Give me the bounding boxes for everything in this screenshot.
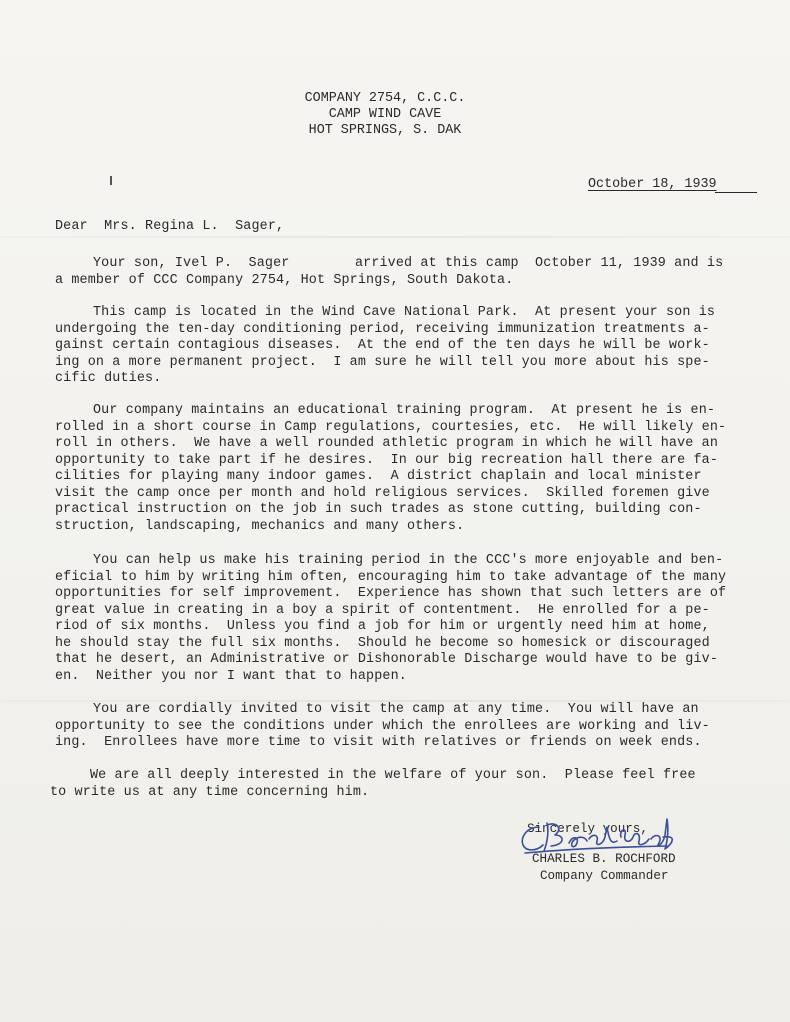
letterhead-line-1: COMPANY 2754, C.C.C. [304, 91, 466, 106]
paragraph-line: eficial to him by writing him often, encouraging him to take advantage of the many [55, 570, 727, 585]
paragraph-line: opportunities for self improvement. Experience has shown that such letters are of [55, 586, 727, 601]
handwritten-signature [517, 813, 687, 859]
paragraph-line: practical instruction on the job in such trades as stone cutting, building con- [55, 502, 702, 517]
date-underline [715, 192, 757, 193]
paragraph-line: cilities for playing many indoor games. A district chaplain and local minister [55, 469, 702, 484]
signature-stroke [589, 827, 617, 844]
paragraph-line: en. Neither you nor I want that to happen. [55, 669, 407, 684]
paragraph-line: that he desert, an Administrative or Dishonorable Discharge would have to be giv- [55, 652, 719, 667]
paragraph-line: to write us at any time concerning him. [50, 785, 370, 800]
signer-title: Company Commander [540, 869, 669, 883]
paragraph-line: roll in others. We have a well rounded athletic program in which he will have an [55, 436, 719, 451]
paragraph-line: great value in creating in a boy a spirit of contentment. He enrolled for a pe- [55, 603, 710, 618]
letterhead-line-3: HOT SPRINGS, S. DAK [308, 123, 462, 138]
paragraph-line: opportunity to see the conditions under which the enrollees are working and liv- [55, 719, 710, 734]
paragraph-line: undergoing the ten-day conditioning period, receiving immunization treatments a- [55, 322, 710, 337]
paragraph-line: opportunity to take part if he desires. In our big recreation hall there are fa- [55, 453, 719, 468]
paragraph-line: This camp is located in the Wind Cave National Park. At present your son is [93, 305, 716, 320]
paragraph-line: You can help us make his training period in the CCC's more enjoyable and ben- [93, 553, 724, 568]
paragraph-line: ing on a more permanent project. I am sure he will tell you more about his spe- [55, 355, 710, 370]
letterhead-line-2: CAMP WIND CAVE [328, 107, 442, 122]
signature-stroke [569, 837, 587, 846]
type-mark [110, 176, 112, 185]
paragraph-line: a member of CCC Company 2754, Hot Springs, South Dakota. [55, 273, 514, 288]
signature-stroke [651, 819, 672, 849]
paragraph-line: Our company maintains an educational training program. At present he is en- [93, 403, 716, 418]
paragraph-line: gainst certain contagious diseases. At the end of the ten days he will be work- [55, 338, 710, 353]
paragraph-line: cific duties. [55, 371, 162, 386]
paragraph-line: riod of six months. Unless you find a job for him or urgently need him at home, [55, 619, 710, 634]
signature-stroke [621, 830, 649, 845]
paragraph-line: visit the camp once per month and hold religious services. Skilled foremen give [55, 486, 710, 501]
paragraph-line: We are all deeply interested in the welfare of your son. Please feel free [90, 768, 696, 783]
signature-stroke [522, 827, 543, 850]
paragraph-line: Your son, Ivel P. Sager arrived at this camp October 11, 1939 and is [93, 256, 724, 271]
paragraph-line: he should stay the full six months. Should he become so homesick or discouraged [55, 636, 710, 651]
paper-fold [0, 236, 790, 238]
paragraph-line: struction, landscaping, mechanics and many others. [55, 519, 465, 534]
signature-stroke [525, 846, 667, 853]
paragraph-line: You are cordially invited to visit the camp at any time. You will have an [93, 702, 699, 717]
salutation: Dear Mrs. Regina L. Sager, [55, 219, 285, 234]
signature-stroke [544, 823, 562, 851]
signer-name: CHARLES B. ROCHFORD [532, 852, 676, 866]
valediction: Sincerely yours, [527, 822, 648, 836]
paragraph-line: ing. Enrollees have more time to visit with relatives or friends on week ends. [55, 735, 702, 750]
letter-date: October 18, 1939 [588, 177, 717, 192]
signature-ink [522, 819, 672, 853]
paragraph-line: rolled in a short course in Camp regulations, courtesies, etc. He will likely en- [55, 420, 727, 435]
